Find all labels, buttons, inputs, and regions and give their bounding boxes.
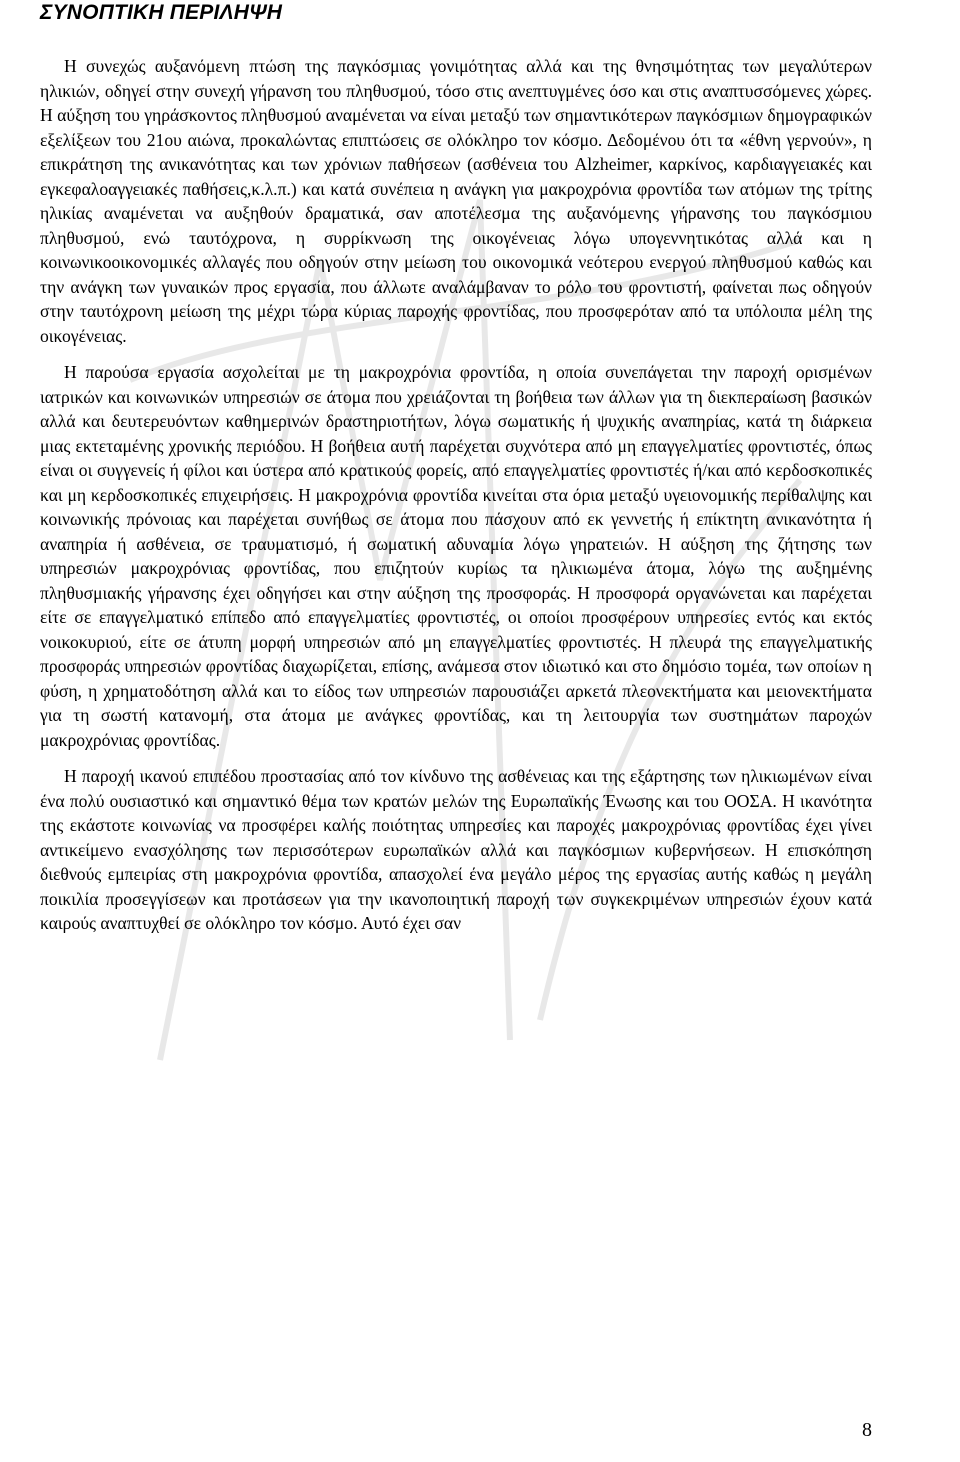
page-number: 8 xyxy=(862,1419,872,1441)
paragraph-3: Η παροχή ικανού επιπέδου προστασίας από τον κίνδυνο της ασθένειας και της εξάρτησης των ηλικιωμένων είναι ένα πολύ ουσιαστικό και σημαντικό θέμα των κρατών μελών της Ευρωπαϊκής Ένωσης και του ΟΟΣΑ. Η ικανότητα της εκάστοτε κοινωνίας να προσφέρει καλής ποιότητας υπηρεσίες και παροχές μακροχρόνιας φροντίδας έχει γίνει αντικείμενο ενασχόλησης των περισσότερων ευρωπαϊκών αλλά και παγκόσμιων κυβερνήσεων. Η επισκόπηση διεθνούς εμπειρίας στη μακροχρόνια φροντίδα, απασχολεί ένα μεγάλο μέρος της εργασίας αυτής καθώς η μεγάλη ποικιλία προσεγγίσεων και προτάσεων για την ικανοποιητική παροχή των συγκεκριμένων υπηρεσιών έχουν κατά καιρούς αναπτυχθεί σε ολόκληρο τον κόσμο. Αυτό έχει σαν xyxy=(40,766,872,933)
page-title: ΣΥΝΟΠΤΙΚΗ ΠΕΡΙΛΗΨΗ xyxy=(40,1,283,24)
paragraph-1: Η συνεχώς αυξανόμενη πτώση της παγκόσμιας γονιμότητας αλλά και της θνησιμότητας των μεγαλύτερων ηλικιών, οδηγεί στην συνεχή γήρανση του πληθυσμού, τόσο στις ανεπτυγμένες όσο και στις αναπτυσσόμενες χώρες. Η αύξηση του γηράσκοντος πληθυσμού αναμένεται να είναι μεταξύ των σημαντικότερων παγκόσμιων δημογραφικών εξελίξεων του 21ου αιώνα, προκαλώντας επιπτώσεις σε ολόκληρο τον κόσμο. Δεδομένου ότι τα «έθνη γερνούν», η επικράτηση της ανικανότητας και των χρόνιων παθήσεων (ασθένεια του Alzheimer, καρκίνος, καρδιαγγειακές και εγκεφαλοαγγειακές παθήσεις,κ.λ.π.) και κατά συνέπεια η ανάγκη για μακροχρόνια φροντίδα των ατόμων της τρίτης ηλικίας αναμένεται να αυξηθούν δραματικά, σαν αποτέλεσμα της αυξανόμενης γήρανσης του παγκόσμιου πληθυσμού, ενώ ταυτόχρονα, η συρρίκνωση της οικογένειας λόγω υπογεννητικότας αλλά και η κοινωνικοοικονομικές αλλαγές που οδηγούν στην μείωση του οικονομικά νεότερου ενεργού πληθυσμού καθώς και την ανάγκη των γυναικών προς εργασία, που άλλωτε αναλάμβαναν το ρόλο του φροντιστή, φαίνεται πως οδηγούν στην ταυτόχρονη μείωση της μέχρι τώρα κύριας παροχής φροντίδας, που προσφερόταν από τα υπόλοιπα μέλη της οικογένειας. xyxy=(40,56,872,346)
paragraph-2: Η παρούσα εργασία ασχολείται με τη μακροχρόνια φροντίδα, η οποία συνεπάγεται την παροχή ορισμένων ιατρικών και κοινωνικών υπηρεσιών σε άτομα που χρειάζονται τη βοήθεια των άλλων για τη διεκπεραίωση βασικών αλλά και δευτερευόντων καθημερινών δραστηριοτήτων, λόγω σωματικής ή ψυχικής αναπηρίας, κατά τη διάρκεια μιας εκτεταμένης χρονικής περιόδου. Η βοήθεια αυτή παρέχεται συχνότερα από μη επαγγελματίες φροντιστές, όπως είναι οι συγγενείς ή φίλοι και ύστερα από κρατικούς φορείς, από επαγγελματίες φροντιστές ή/και από κερδοσκοπικές και μη κερδοσκοπικές επιχειρήσεις. Η μακροχρόνια φροντίδα κινείται στα όρια μεταξύ υγειονομικής περίθαλψης και κοινωνικής πρόνοιας και παρέχεται συνήθως σε άτομα που πάσχουν από εκ γεννετής ή επίκτητη ανικανότητα ή αναπηρία ή ασθένεια, σε τραυματισμό, ή σωματική αδυναμία λόγω γηρατειών. Η αύξηση της ζήτησης των υπηρεσιών μακροχρόνιας φροντίδας, που επιζητούν κυρίως τα ηλικιωμένα άτομα, λόγω της αυξημένης πληθυσμιακής γήρανσης έχει οδηγήσει και στην αύξηση της προσφοράς. Η προσφορά οργανώνεται και παρέχεται είτε σε επαγγελματικό επίπεδο από επαγγελματίες φροντιστές, οι οποίοι προσφέρουν υπηρεσίες εντός και εκτός νοικοκυριού, είτε σε άτυπη μορφή υπηρεσιών από μη επαγγελματίες φροντιστές. Η πλευρά της επαγγελματικής προσφοράς υπηρεσιών φροντίδας διαχωρίζεται, επίσης, ανάμεσα στον ιδιωτικό και στο δημόσιο τομέα, των οποίων η φύση, η χρηματοδότηση αλλά και το είδος των υπηρεσιών παρουσιάζει αρκετά πλεονεκτήματα και μειονεκτήματα για τη σωστή κατανομή, στα άτομα με ανάγκες φροντίδας, και τη λειτουργία των συστημάτων παροχών μακροχρόνιας φροντίδας. xyxy=(40,362,872,750)
summary-body xyxy=(40,54,872,948)
